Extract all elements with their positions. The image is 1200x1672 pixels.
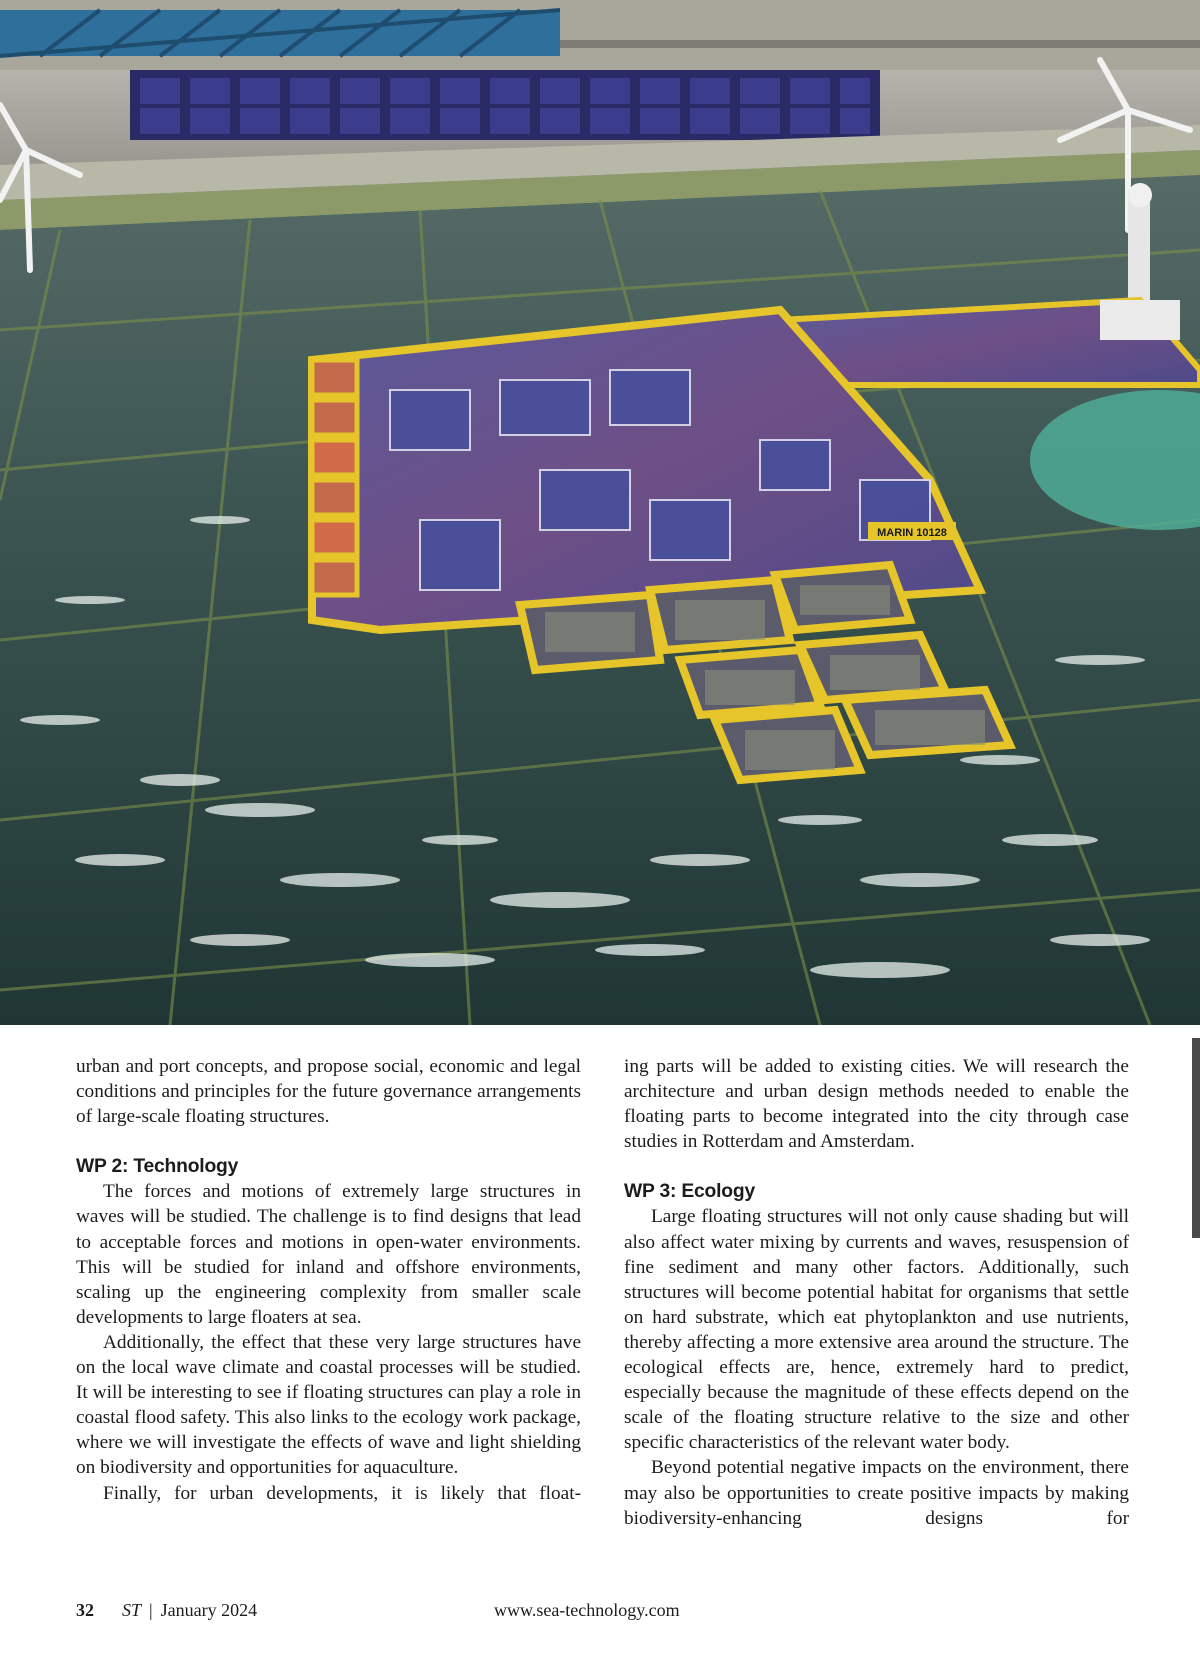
left-column — [76, 1054, 581, 1506]
website-url[interactable]: www.sea-technology.com — [494, 1600, 680, 1620]
magazine-name: ST — [122, 1600, 142, 1620]
left-intro-paragraph: urban and port concepts, and propose social, economic and legal conditions and principles for the future governance arrangements of large-scale floating structures. — [76, 1056, 581, 1128]
wp2-heading: WP 2: Technology — [76, 1156, 239, 1178]
page-edge-marker — [1192, 1038, 1200, 1238]
wp3-heading: WP 3: Ecology — [624, 1181, 755, 1203]
wp3-paragraph-1: Large floating structures will not only cause shading but will also affect water mixing by currents and waves, resuspension of fine sediment and many other factors. Additionally, such structures will become potential habitat for organisms that settle on hard substrate, which eat phytoplankton and use nutrients, thereby affecting a more extensive area around the structure. The ecological effects are, hence, extremely hard to predict, especially because the magnitude of these effects depend on the scale of the floating structure relative to the size and other specific characteristics of the relevant water body. — [624, 1206, 1129, 1454]
wp2-paragraph-2: Additionally, the effect that these very large structures have on the local wave climate and coastal processes will be studied. It will be interesting to see if floating structures can play a role in coastal flood safety. This also links to the ecology work package, where we will investigate the effects of wave and light shielding on biodiversity and opportunities for aquaculture. — [76, 1331, 581, 1479]
right-column — [624, 1054, 1129, 1531]
footer-separator: | — [149, 1600, 153, 1620]
wp3-paragraph-2: Beyond potential negative impacts on the environment, there may also be opportunities to create positive impacts by making biodiversity-enhancing designs for — [624, 1457, 1129, 1529]
right-intro-paragraph: ing parts will be added to existing cities. We will research the architecture and urban design methods needed to enable the floating parts to become integrated into the city through case studies in Rotterdam and Amsterdam. — [624, 1056, 1129, 1153]
page-footer — [76, 1597, 257, 1623]
model-label: MARIN 10128 — [877, 527, 947, 539]
wp2-paragraph-1: The forces and motions of extremely large structures in waves will be studied. The challenge is to find designs that lead to acceptable forces and motions in open-water environments. This will be studied for inland and offshore environments, scaling up the engineering complexity from smaller scale developments to large floaters at sea. — [76, 1181, 581, 1328]
issue-date: January 2024 — [160, 1600, 258, 1620]
wp2-paragraph-3: Finally, for urban developments, it is likely that float- — [103, 1482, 581, 1504]
page-number: 32 — [76, 1600, 94, 1620]
